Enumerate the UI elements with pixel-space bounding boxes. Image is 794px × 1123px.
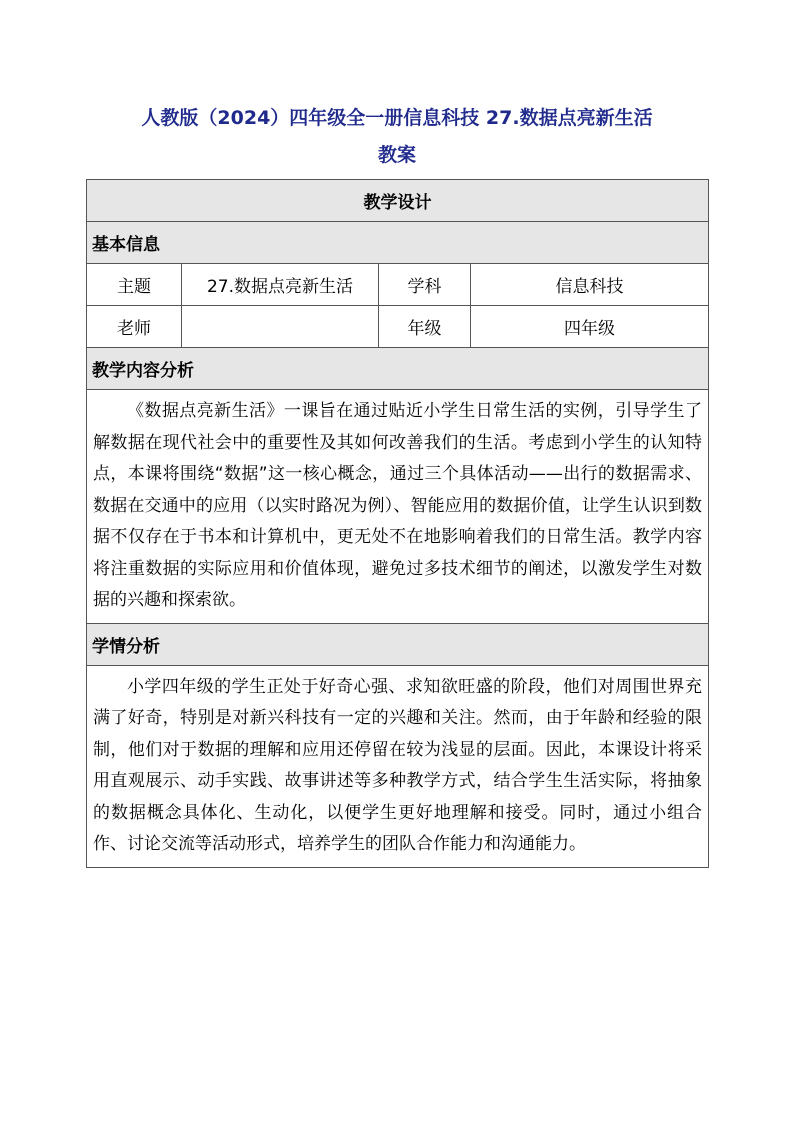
grade-label: 年级 (379, 306, 471, 348)
content-analysis-cell (87, 390, 709, 624)
teacher-value (182, 306, 379, 348)
student-analysis-row (87, 665, 709, 867)
teacher-row (87, 306, 709, 348)
basic-info-heading-row (87, 222, 709, 264)
student-analysis-heading-row (87, 623, 709, 665)
title-line-1: 人教版（2024）四年级全一册信息科技 27.数据点亮新生活 (141, 107, 653, 129)
topic-value: 27.数据点亮新生活 (182, 264, 379, 306)
topic-row (87, 264, 709, 306)
basic-info-heading: 基本信息 (87, 222, 709, 264)
topic-label: 主题 (87, 264, 182, 306)
content-analysis-heading-row (87, 348, 709, 390)
title-line-2: 教案 (377, 144, 416, 166)
student-analysis-text: 小学四年级的学生正处于好奇心强、求知欲旺盛的阶段，他们对周围世界充满了好奇，特别是对新兴科技有一定的兴趣和关注。然而，由于年龄和经验的限制，他们对于数据的理解和应用还停留在较为浅显的层面。因此，本课设计将采用直观展示、动手实践、故事讲述等多种教学方式，结合学生生活实际，将抽象的数据概念具体化、生动化，以便学生更好地理解和接受。同时，通过小组合作、讨论交流等活动形式，培养学生的团队合作能力和沟通能力。 (93, 676, 702, 854)
subject-label: 学科 (379, 264, 471, 306)
content-analysis-row (87, 390, 709, 624)
content-analysis-text: 《数据点亮新生活》一课旨在通过贴近小学生日常生活的实例，引导学生了解数据在现代社会中的重要性及其如何改善我们的生活。考虑到小学生的认知特点，本课将围绕“数据”这一核心概念，通过三个具体活动——出行的数据需求、数据在交通中的应用（以实时路况为例）、智能应用的数据价值，让学生认识到数据不仅存在于书本和计算机中，更无处不在地影响着我们的日常生活。教学内容将注重数据的实际应用和价值体现，避免过多技术细节的阐述，以激发学生对数据的兴趣和探索欲。 (93, 401, 702, 610)
document-title (86, 100, 708, 174)
grade-value: 四年级 (471, 306, 709, 348)
content-analysis-heading: 教学内容分析 (87, 348, 709, 390)
table-header: 教学设计 (87, 180, 709, 222)
lesson-plan-table (86, 179, 709, 868)
subject-value: 信息科技 (471, 264, 709, 306)
teacher-label: 老师 (87, 306, 182, 348)
student-analysis-heading: 学情分析 (87, 623, 709, 665)
table-header-row (87, 180, 709, 222)
student-analysis-cell (87, 665, 709, 867)
